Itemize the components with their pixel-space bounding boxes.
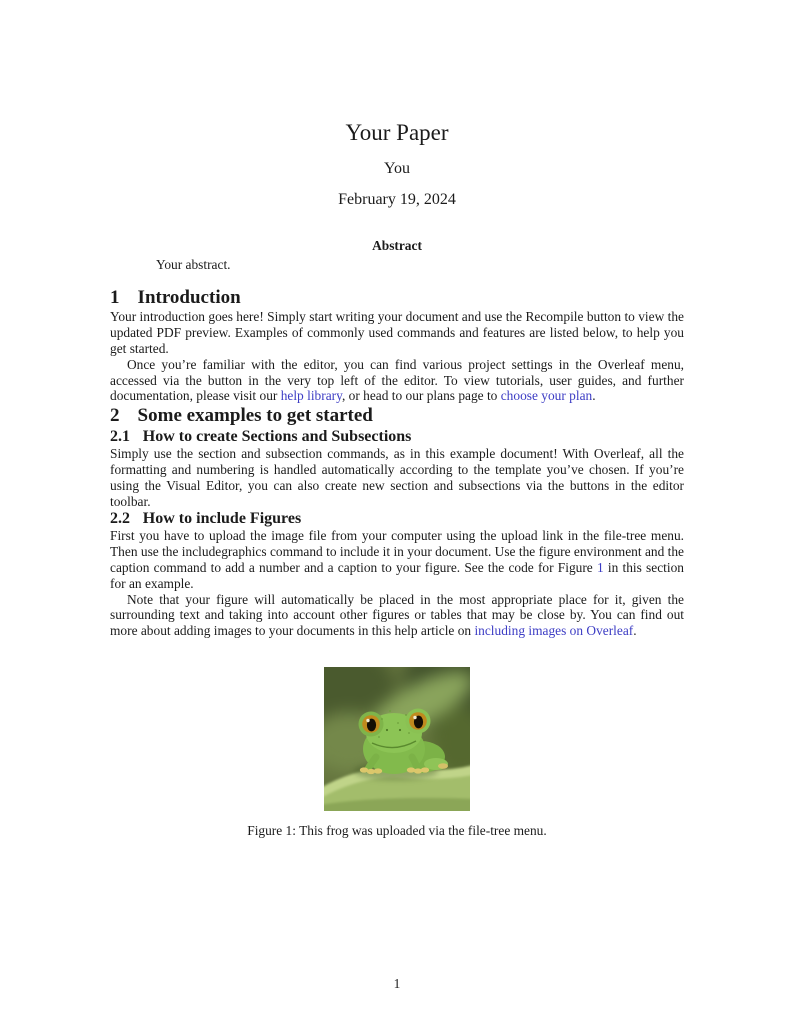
paragraph-text: , or head to our plans page to — [341, 388, 501, 404]
paragraph-text: in this section for an example. — [110, 559, 684, 591]
figures-paragraph-2 — [110, 592, 684, 639]
subsection-title: How to include Figures — [142, 510, 302, 528]
figures-paragraph-1 — [110, 528, 684, 591]
frog-image — [324, 667, 470, 811]
paragraph-text: First you have to upload the image file from your computer using the upload link in the file-tree menu. Then use the includegraphics command to include it in your document. Use the figure environment and the caption command to add a number and a caption to your figure. See the code for Figure — [110, 528, 684, 575]
section-number: 2 — [110, 405, 120, 427]
paragraph-text: . — [592, 388, 596, 404]
paragraph-text: Once you’re familiar with the editor, you can find various project settings in the Overleaf menu, accessed via the button in the very top left of the editor. To view tutorials, user guides, and further documentation, please visit our — [110, 356, 684, 404]
figure-caption: Figure 1: This frog was uploaded via the file-tree menu. — [247, 822, 547, 838]
subsection-number: 2.1 — [110, 428, 130, 446]
choose-your-plan-link[interactable]: choose your plan — [500, 388, 593, 404]
subsections-paragraph: Simply use the section and subsection commands, as in this example document! With Overleaf, all the formatting and numbering is handled automatically according to the template you’ve chosen. If you’re using the Visual Editor, you can also create new section and subsections via the buttons in the editor toolbar. — [110, 446, 684, 509]
section-number: 1 — [110, 287, 120, 309]
intro-paragraph-1: Your introduction goes here! Simply start writing your document and use the Recompile button to view the updated PDF preview. Examples of commonly used commands and features are listed below, to help you get started. — [110, 309, 684, 356]
subsection-heading-figures — [110, 509, 684, 528]
paper-date: February 19, 2024 — [338, 191, 456, 208]
subsection-number: 2.2 — [110, 510, 130, 528]
subsection-title: How to create Sections and Subsections — [142, 428, 412, 446]
paper-author: You — [384, 160, 410, 177]
figure-1 — [110, 667, 684, 839]
section-title: Some examples to get started — [137, 405, 373, 427]
paper-title: Your Paper — [345, 120, 449, 145]
help-library-link[interactable]: help library — [280, 388, 342, 404]
section-heading-introduction — [110, 286, 684, 309]
section-title: Introduction — [137, 287, 241, 309]
page-number: 1 — [393, 976, 401, 991]
paragraph-text: . — [633, 623, 637, 639]
paragraph-text: Note that your figure will automatically be placed in the most appropriate place for it, given the surrounding text and taking into account other figures or tables that may be close by. You can find out more about adding images to your documents in this help article on — [110, 591, 684, 639]
intro-paragraph-2 — [110, 357, 684, 404]
subsection-heading-sections — [110, 427, 684, 446]
including-images-link[interactable]: including images on Overleaf — [474, 623, 634, 639]
section-heading-examples — [110, 404, 684, 427]
figure-1-reference-link[interactable]: 1 — [596, 559, 604, 575]
abstract-heading: Abstract — [372, 238, 422, 253]
abstract-text: Your abstract. — [156, 257, 231, 272]
